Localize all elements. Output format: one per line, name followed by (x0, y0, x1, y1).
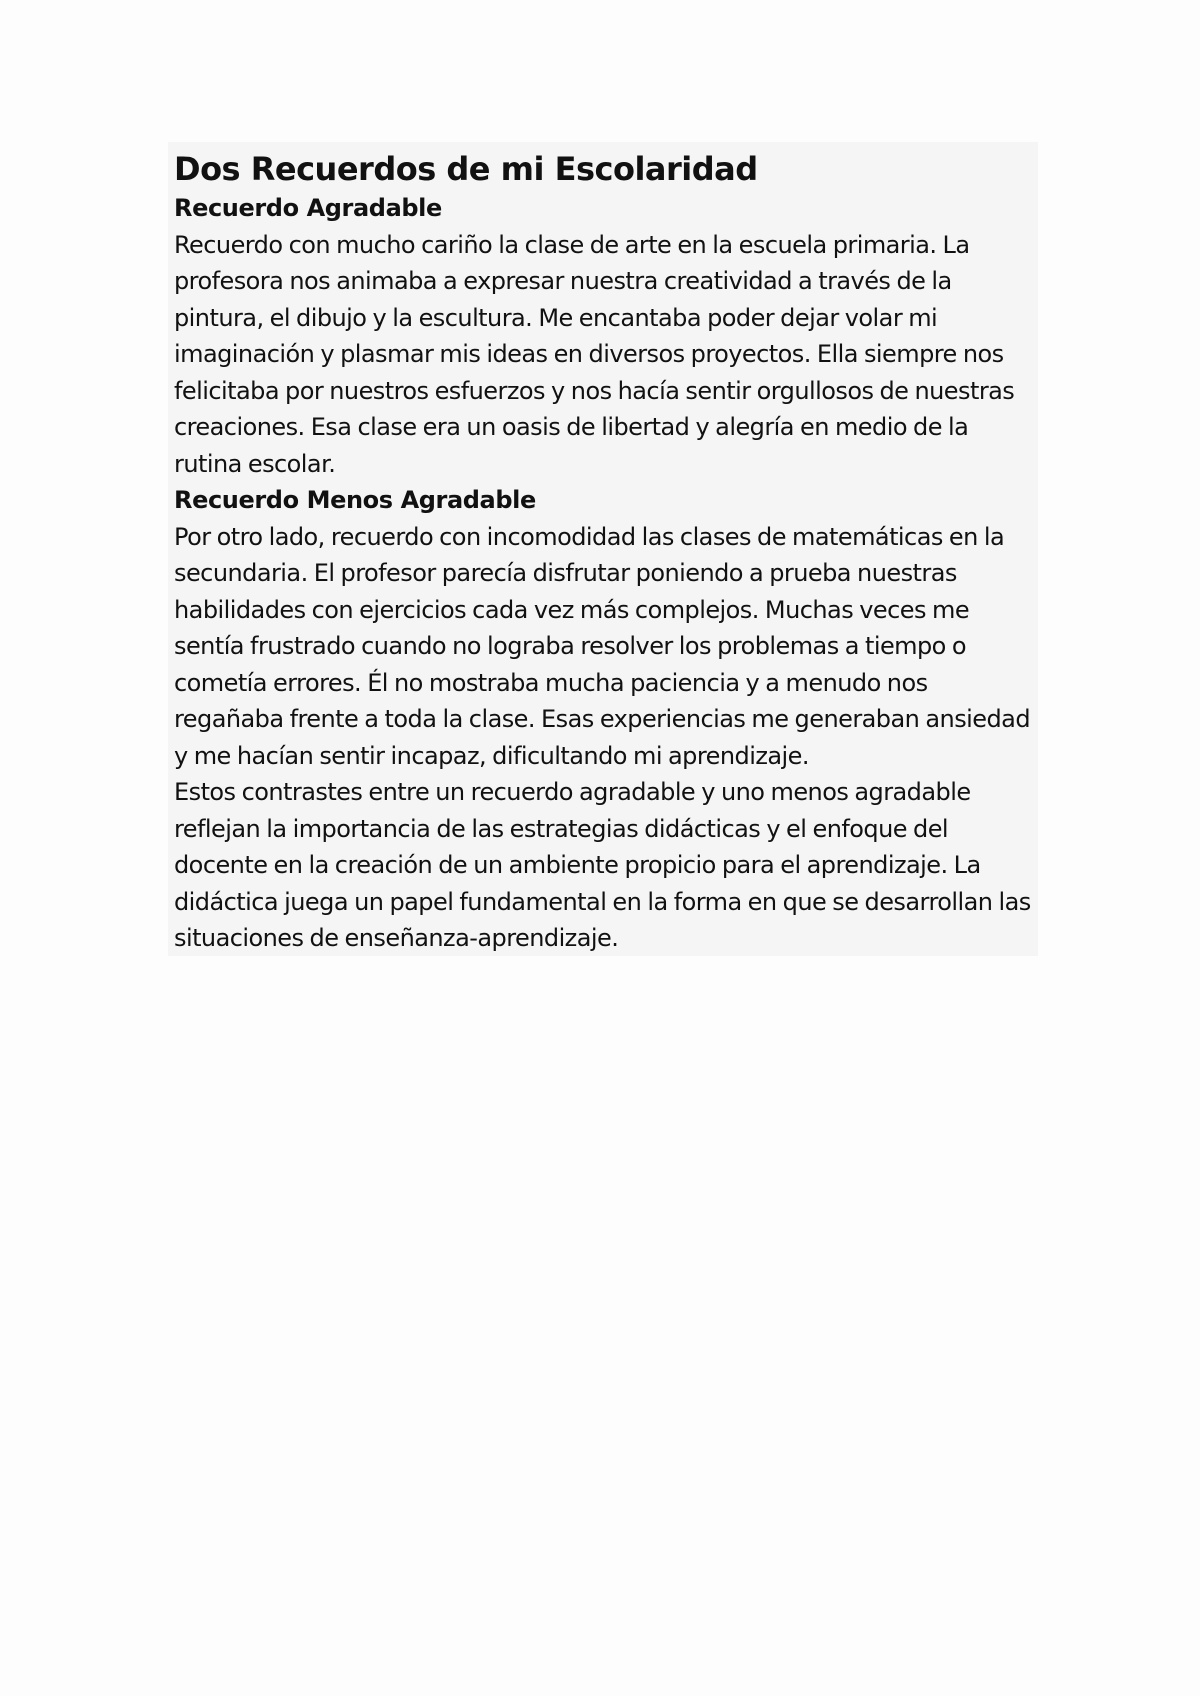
conclusion-paragraph: Estos contrastes entre un recuerdo agradable y uno menos agradable reflejan la importancia de las estrategias didácticas y el enfoque del docente en la creación de un ambiente propicio para el aprendizaje. La didáctica juega un papel fundamental en la forma en que se desarrollan las situaciones de enseñanza-aprendizaje. (174, 778, 1031, 952)
section-heading-menos-agradable: Recuerdo Menos Agradable (174, 486, 536, 514)
document-title: Dos Recuerdos de mi Escolaridad (174, 150, 758, 188)
section-paragraph-agradable: Recuerdo con mucho cariño la clase de arte en la escuela primaria. La profesora nos animaba a expresar nuestra creatividad a través de la pintura, el dibujo y la escultura. Me encantaba poder dejar volar mi imaginación y plasmar mis ideas en diversos proyectos. Ella siempre nos felicitaba por nuestros esfuerzos y nos hacía sentir orgullosos de nuestras creaciones. Esa clase era un oasis de libertad y alegría en medio de la rutina escolar. (174, 230, 1015, 478)
section-heading-agradable: Recuerdo Agradable (174, 194, 442, 222)
text-block (168, 142, 1038, 956)
section-paragraph-menos-agradable: Por otro lado, recuerdo con incomodidad las clases de matemáticas en la secundaria. El profesor parecía disfrutar poniendo a prueba nuestras habilidades con ejercicios cada vez más complejos. Muchas veces me sentía frustrado cuando no lograba resolver los problemas a tiempo o cometía errores. Él no mostraba mucha paciencia y a menudo nos regañaba frente a toda la clase. Esas experiencias me generaban ansiedad y me hacían sentir incapaz, dificultando mi aprendizaje. (174, 522, 1031, 770)
